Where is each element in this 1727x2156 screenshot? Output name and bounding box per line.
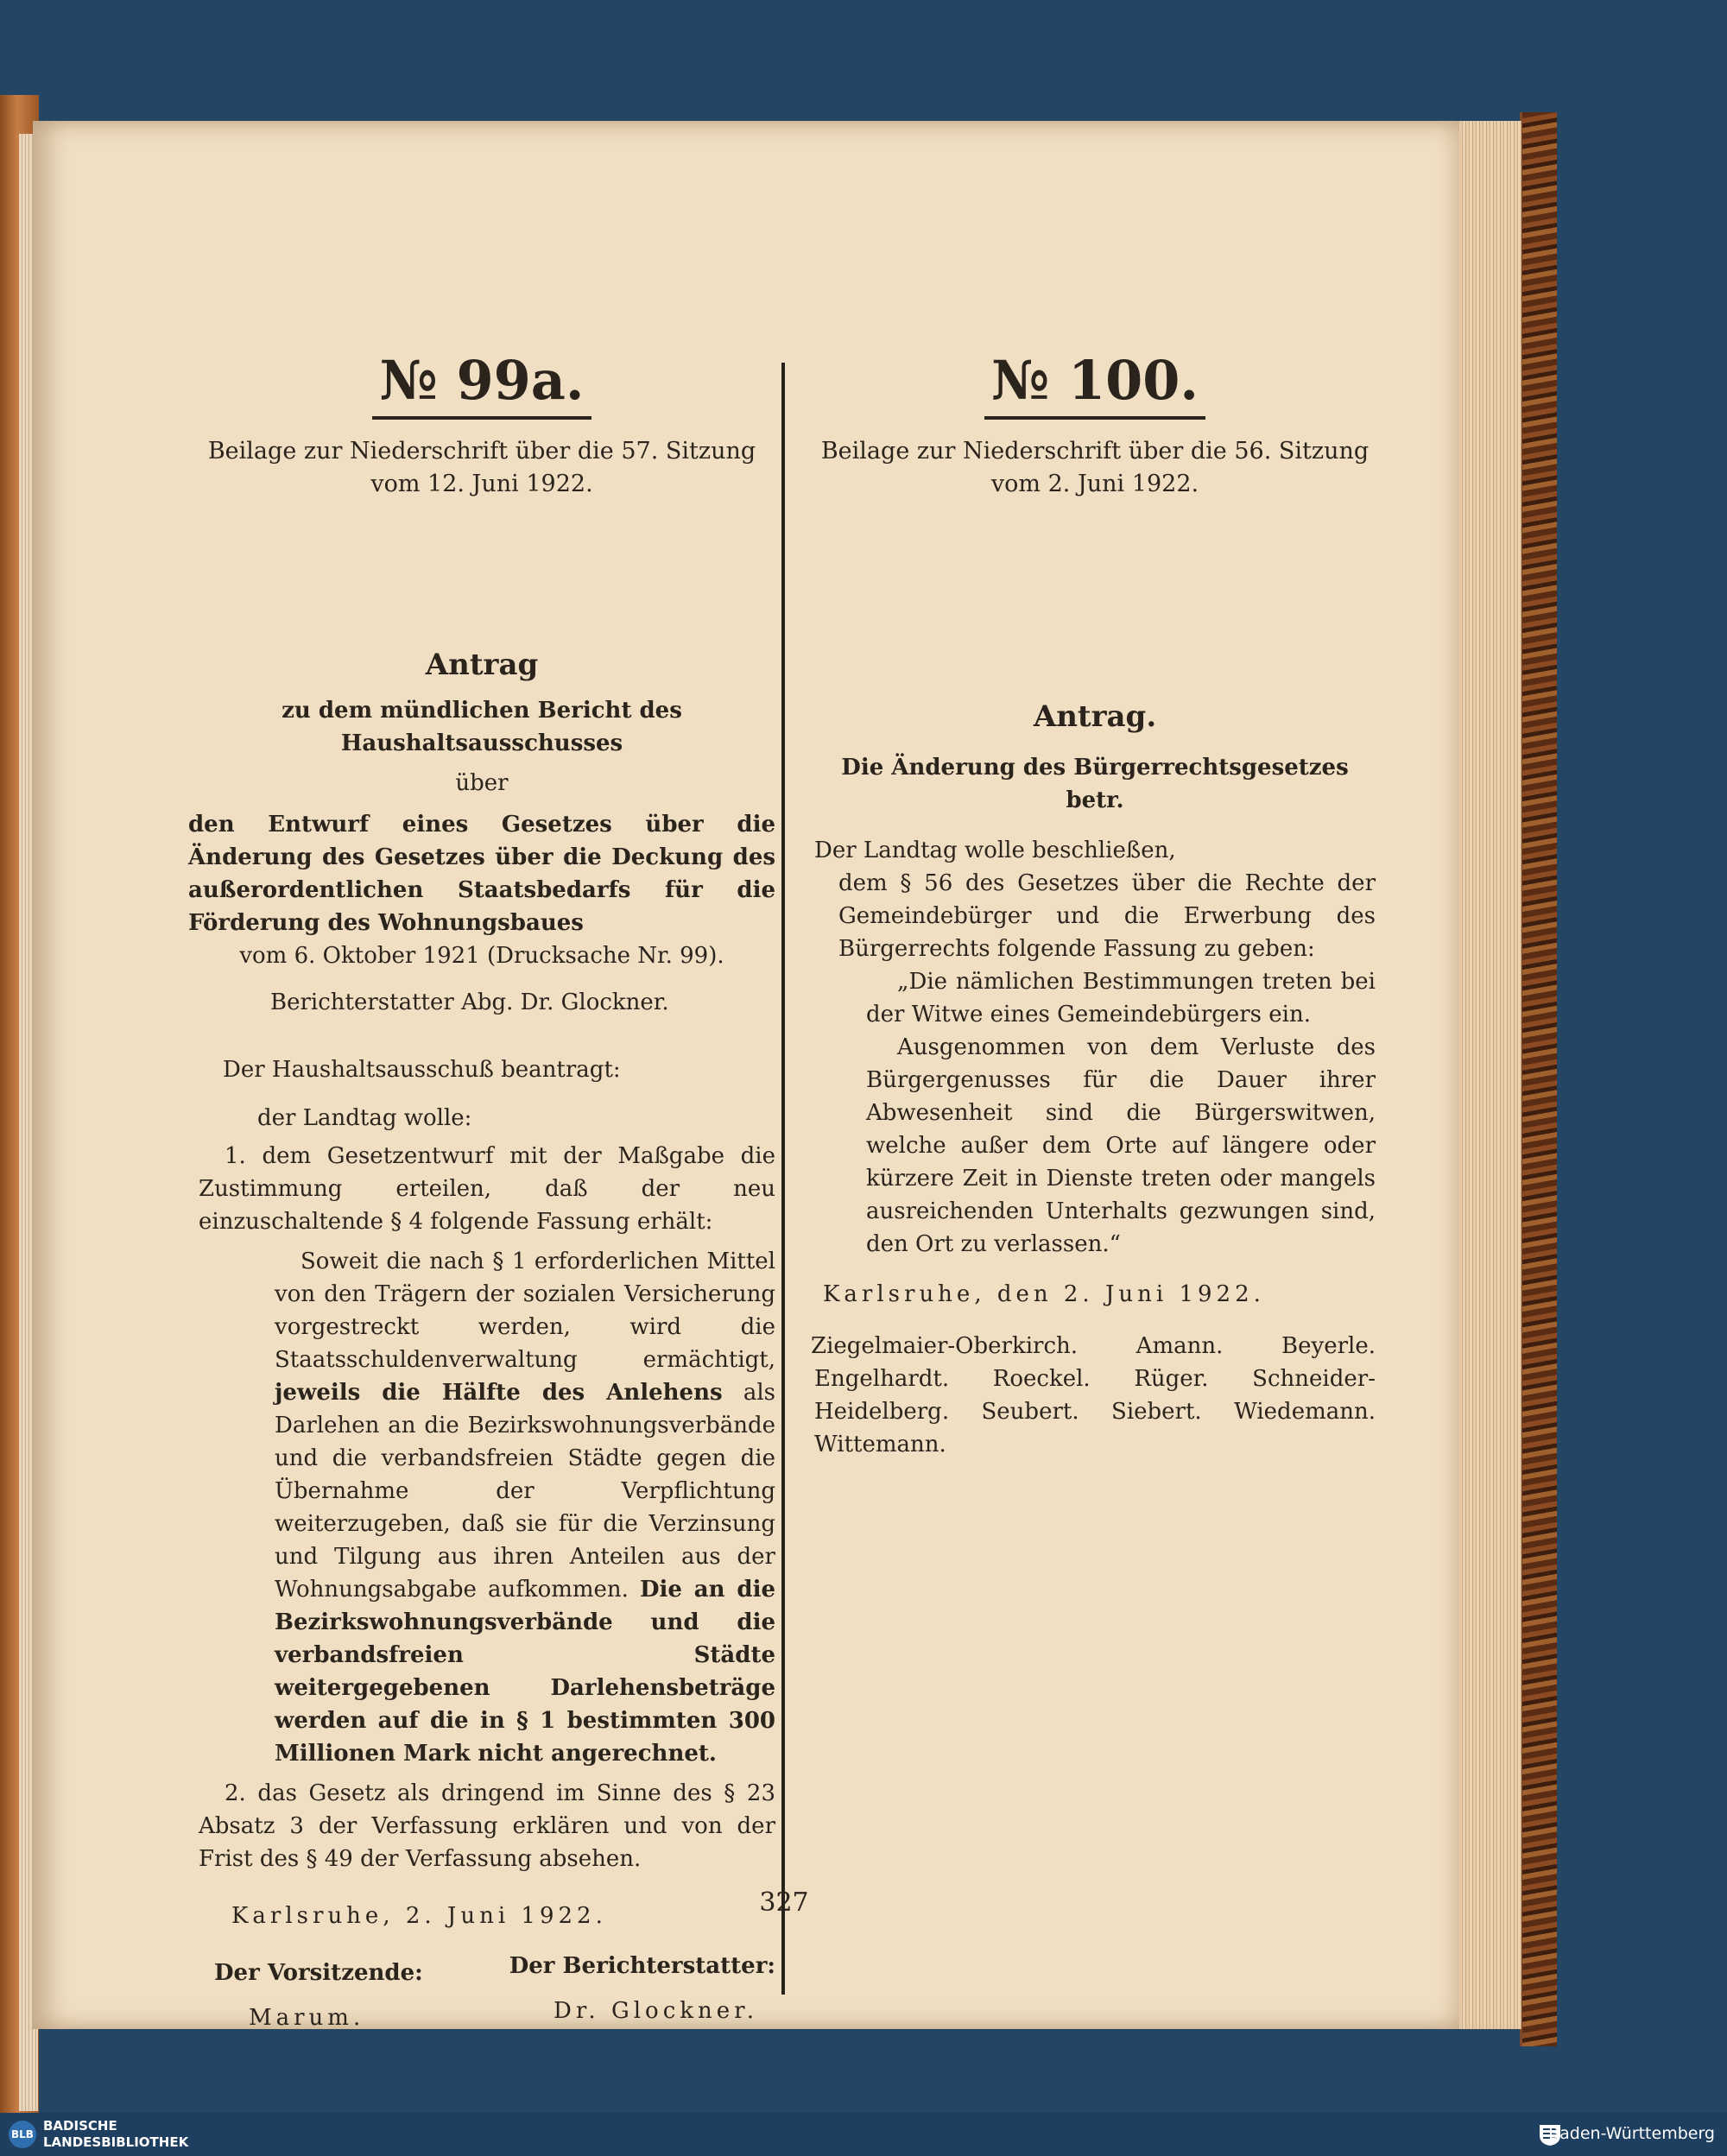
- document-number: № 99a.: [188, 354, 775, 420]
- place-date: Karlsruhe, 2. Juni 1922.: [231, 1903, 607, 1929]
- right-page-edges: [1459, 121, 1521, 2029]
- quote-2: Ausgenommen von dem Verluste des Bürgergenusses für die Dauer ihrer Abwesenheit sind die Bürgerswitwen, welche außer dem Orte auf längere oder kürzere Zeit in Dienste treten oder mangels ausreichenden Unterhalts gezwungen sind, den Ort zu verlassen.“: [866, 1034, 1376, 1257]
- subtitle: Beilage zur Niederschrift über die 57. Sitzung vom 12. Juni 1922.: [207, 438, 756, 497]
- topic-line: Die Änderung des Bürgerrechtsgesetzes betr.: [841, 755, 1349, 813]
- signatures: [188, 1953, 775, 2052]
- body-paragraph: dem § 56 des Gesetzes über die Rechte der Gemeindebürger und die Erwerbung des Bürgerrechts folgende Fassung zu geben:: [838, 870, 1376, 962]
- library-name: BADISCHE LANDESBIBLIOTHEK: [43, 2118, 189, 2150]
- reporter-line: Berichterstatter Abg. Dr. Glockner.: [270, 989, 669, 1015]
- place-date: Karlsruhe, den 2. Juni 1922.: [823, 1281, 1265, 1307]
- item-1: 1. dem Gesetzentwurf mit der Maßgabe die Zustimmung erteilen, daß der neu einzuschaltende § 4 folgende Fassung erhält:: [199, 1143, 775, 1235]
- landtag-line: der Landtag wolle:: [257, 1105, 472, 1131]
- heading: Antrag.: [1033, 699, 1157, 734]
- report-ueber: über: [455, 770, 509, 796]
- left-column: [188, 349, 776, 2052]
- chair-label: Der Vorsitzende:: [214, 1960, 423, 1986]
- quoted-paragraph: Soweit die nach § 1 erforderlichen Mittel von den Trägern der sozialen Versicherung vorgestreckt werden, wird die Staatsschuldenverwaltung ermächtigt, jeweils die Hälfte des Anlehens als Darlehen an die Bezirkswohnungsverbände und die verbandsfreien Städte gegen die Übernahme der Verpflichtung weiterzugeben, daß sie für die Verzinsung und Tilgung aus ihren Anteilen aus der Wohnungsabgabe aufkommen. Die an die Bezirkswohnungsverbände und die verbandsfreien Städte weitergegebenen Darlehensbeträge werden auf die in § 1 bestimmten 300 Millionen Mark nicht angerechnet.: [275, 1249, 776, 1767]
- viewer-footer: [0, 2113, 1727, 2156]
- signers: Ziegelmaier-Oberkirch. Amann. Beyerle. Engelhardt. Roeckel. Rüger. Schneider-Heidelberg. Seubert. Siebert. Wiedemann. Wittemann.: [811, 1333, 1376, 1457]
- intro-line: Der Landtag wolle beschließen,: [814, 838, 1176, 863]
- state-name: Baden-Württemberg: [1548, 2124, 1715, 2143]
- right-column: [811, 349, 1376, 1461]
- marbled-cover: [1520, 112, 1557, 2046]
- heading: Antrag: [425, 648, 539, 682]
- quote-1: „Die nämlichen Bestimmungen treten bei der Witwe eines Gemeindebürgers ein.: [866, 969, 1376, 1027]
- column-divider: [781, 363, 785, 1995]
- page-number: 327: [759, 1887, 809, 1918]
- committee-line: Der Haushaltsausschuß beantragt:: [223, 1057, 621, 1083]
- reporter-label: Der Berichterstatter:: [509, 1953, 775, 1979]
- reporter-name: Dr. Glockner.: [554, 1998, 758, 2024]
- document-number: № 100.: [814, 354, 1376, 420]
- draft-date: vom 6. Oktober 1921 (Drucksache Nr. 99).: [239, 943, 724, 969]
- subtitle: Beilage zur Niederschrift über die 56. Sitzung vom 2. Juni 1922.: [820, 438, 1370, 497]
- item-2: 2. das Gesetz als dringend im Sinne des § 23 Absatz 3 der Verfassung erklären und von der Frist des § 49 der Verfassung absehen.: [199, 1780, 775, 1872]
- draft-title: den Entwurf eines Gesetzes über die Änderung des Gesetzes über die Deckung des außerordentlichen Staatsbedarfs für die Förderung des Wohnungsbaues: [188, 812, 775, 936]
- library-logo: BLB: [9, 2121, 36, 2148]
- chair-name: Marum.: [249, 2005, 365, 2031]
- report-line: zu dem mündlichen Bericht des Haushaltsausschusses: [282, 698, 682, 756]
- book-page: [33, 121, 1459, 2029]
